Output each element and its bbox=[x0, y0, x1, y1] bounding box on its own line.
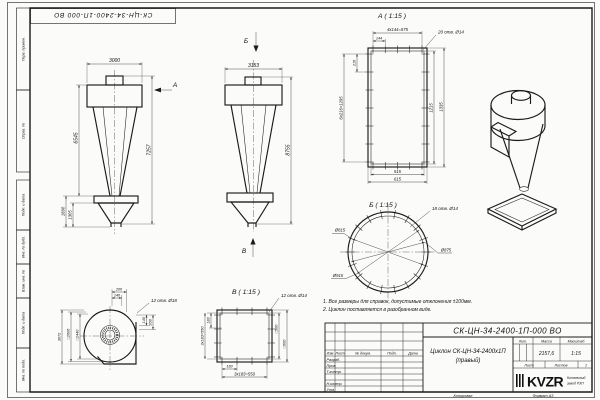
view-title: В ( 1:15 ) bbox=[232, 289, 260, 296]
iso-view bbox=[488, 91, 556, 231]
dim-text: 3000 bbox=[108, 58, 121, 64]
col-data: Дата bbox=[408, 351, 418, 356]
margin-label: Подп. и дата bbox=[21, 193, 26, 217]
col-podp: Подп. bbox=[387, 351, 397, 356]
bolt-ticks bbox=[366, 46, 430, 170]
dim-text: 1215 bbox=[428, 103, 434, 113]
outlet-pipe bbox=[245, 77, 261, 85]
dim-text: 140 bbox=[113, 293, 121, 298]
front-view bbox=[61, 58, 178, 234]
stamp-designation: СК-ЦН-34-2400-1П-000 ВО bbox=[53, 11, 153, 19]
scale-value: 1:15 bbox=[571, 350, 581, 357]
title-block bbox=[325, 323, 592, 398]
holes-note: 12 отв. Ø18 bbox=[151, 298, 177, 303]
notes bbox=[322, 299, 472, 313]
section-label-a: А bbox=[172, 82, 178, 89]
col-doc: № докум. bbox=[355, 351, 371, 356]
dia-text: Ø915 bbox=[332, 272, 344, 278]
holes-note: 18 отв. Ø14 bbox=[432, 206, 458, 211]
row-tkontr: Т.контр. bbox=[326, 369, 342, 374]
iso-base-skirt bbox=[488, 209, 556, 230]
detail-view-b bbox=[331, 202, 458, 300]
holes-note: 20 отв. Ø14 bbox=[438, 29, 464, 35]
dim-text: 183 bbox=[206, 317, 211, 324]
inner-tube-lines bbox=[103, 107, 127, 196]
tb-name-line1: Циклон СК-ЦН-34-2400х1П bbox=[430, 349, 506, 355]
flange bbox=[227, 193, 273, 202]
tb-columns bbox=[335, 323, 403, 392]
dim-text: 6545 bbox=[73, 132, 80, 144]
dim-text: □2606 bbox=[66, 328, 71, 340]
mass-label: Масса bbox=[541, 339, 552, 344]
logo-stripe bbox=[516, 374, 518, 387]
sheets-value: 1 bbox=[585, 363, 587, 368]
sheet-frame bbox=[8, 3, 595, 398]
bunker-cone bbox=[98, 203, 134, 227]
company-line1: Котельный bbox=[567, 376, 586, 380]
mass-value: 2157,6 bbox=[538, 350, 555, 357]
margin-label: Перв. примен. bbox=[21, 37, 26, 61]
lit-label: Лит. bbox=[518, 339, 528, 344]
dim-text: 1335 bbox=[438, 102, 444, 112]
dim-text: 183 bbox=[226, 364, 233, 369]
view-title: А ( 1:15 ) bbox=[378, 13, 406, 20]
dim-text: 3072 bbox=[57, 332, 62, 342]
dim-text: 3x183=550 bbox=[200, 326, 205, 346]
margin-label: Инв. № подл. bbox=[21, 358, 26, 382]
sheet-label: Лист bbox=[524, 363, 534, 368]
volute-view bbox=[58, 288, 178, 371]
col-list: Лист bbox=[335, 351, 345, 356]
flange-outer bbox=[217, 310, 272, 362]
detail-view-a bbox=[339, 13, 465, 184]
extension-lines bbox=[207, 310, 289, 379]
note-line-1: 1. Все размеры для справок, допустимые отклонения ±100мм. bbox=[323, 299, 473, 305]
margin-label: Инв. № дубл. bbox=[21, 235, 26, 259]
detail-view-v bbox=[201, 289, 308, 379]
flange-inner bbox=[220, 313, 269, 359]
logo-stripe bbox=[522, 374, 524, 387]
dim-text: 1890 bbox=[60, 206, 66, 217]
dim-text: 8755 bbox=[285, 144, 292, 156]
row-nkontr: Н.контр. bbox=[326, 381, 343, 386]
holes-leader bbox=[423, 35, 436, 50]
format-label: Формат А3 bbox=[532, 394, 554, 399]
section-arrow-head bbox=[154, 88, 161, 93]
margin-label: Подп. и дата bbox=[21, 311, 26, 335]
view-title: Б ( 1:15 ) bbox=[369, 202, 397, 209]
row-razrab: Разраб. bbox=[326, 357, 341, 362]
logo-stripe bbox=[519, 374, 521, 387]
col-izm: Изм bbox=[326, 351, 334, 356]
dim-text: □500 bbox=[274, 324, 279, 334]
iso-cone-tip bbox=[520, 187, 529, 192]
sheets-label: Листов bbox=[554, 363, 568, 368]
dim-text: 6x216=1295 bbox=[338, 96, 344, 120]
tb-name-line2: (правый) bbox=[455, 358, 481, 364]
center-lines bbox=[80, 306, 144, 370]
iso-base-inner bbox=[495, 198, 549, 222]
dim-text: 4x144=575 bbox=[387, 27, 408, 32]
iso-base-outer bbox=[488, 194, 556, 226]
sheet-outer-border bbox=[8, 3, 595, 398]
dim-text: □600 bbox=[282, 339, 287, 349]
flange-inner bbox=[371, 51, 424, 164]
side-view bbox=[225, 32, 293, 257]
dim-text: 200 bbox=[115, 287, 123, 292]
iso-outlet-top bbox=[512, 91, 531, 101]
row-utv: Утв. bbox=[326, 387, 336, 392]
company-logo bbox=[516, 374, 586, 390]
margin-label: Взам. инв. № bbox=[21, 269, 26, 293]
margin-boxes bbox=[17, 8, 31, 392]
holes-note: 12 отв. Ø14 bbox=[281, 293, 307, 298]
section-label-b: Б bbox=[243, 38, 249, 45]
dim-text: 216 bbox=[352, 59, 357, 67]
dia-text: Ø875 bbox=[440, 247, 452, 253]
dim-text: 3x183=550 bbox=[234, 371, 255, 377]
scale-label: Масштаб bbox=[567, 339, 585, 344]
dim-text: 515 bbox=[394, 169, 401, 174]
dim-text: 1305 bbox=[67, 210, 73, 220]
extension-lines bbox=[225, 67, 293, 224]
logo-text: KVZR bbox=[527, 373, 564, 390]
dim-text: 615 bbox=[394, 176, 401, 182]
note-line-2: 2. Циклон поставляется в разобранном виде. bbox=[323, 307, 432, 313]
section-label-v: В bbox=[241, 248, 247, 255]
section-arrow-head bbox=[253, 46, 258, 53]
tb-designation: СК-ЦН-34-2400-1П-000 ВО bbox=[453, 326, 562, 336]
flange-outer bbox=[368, 48, 427, 167]
iso-cylinder-top bbox=[491, 91, 545, 120]
cone-outline bbox=[93, 107, 137, 196]
margin-label: Справ. № bbox=[21, 122, 26, 140]
holes-leader bbox=[410, 211, 430, 227]
bunker-cone bbox=[231, 202, 269, 227]
dim-text: 7257 bbox=[146, 144, 153, 156]
dim-text: □2440 bbox=[75, 329, 80, 341]
dim-text: 144 bbox=[375, 36, 383, 41]
dim-text: 3153 bbox=[247, 63, 260, 69]
company-line2: завод РЗП bbox=[567, 381, 584, 386]
holes-leader bbox=[137, 303, 149, 313]
bolt-ticks bbox=[214, 308, 275, 365]
dia-text: Ø815 bbox=[334, 227, 346, 233]
dim-text: 140 bbox=[142, 317, 146, 324]
section-arrow-head bbox=[250, 238, 255, 245]
copy-label: Копировал bbox=[453, 394, 473, 399]
row-prov: Пров. bbox=[326, 363, 337, 368]
flange bbox=[94, 196, 138, 203]
dim-text: 200 bbox=[148, 319, 153, 326]
